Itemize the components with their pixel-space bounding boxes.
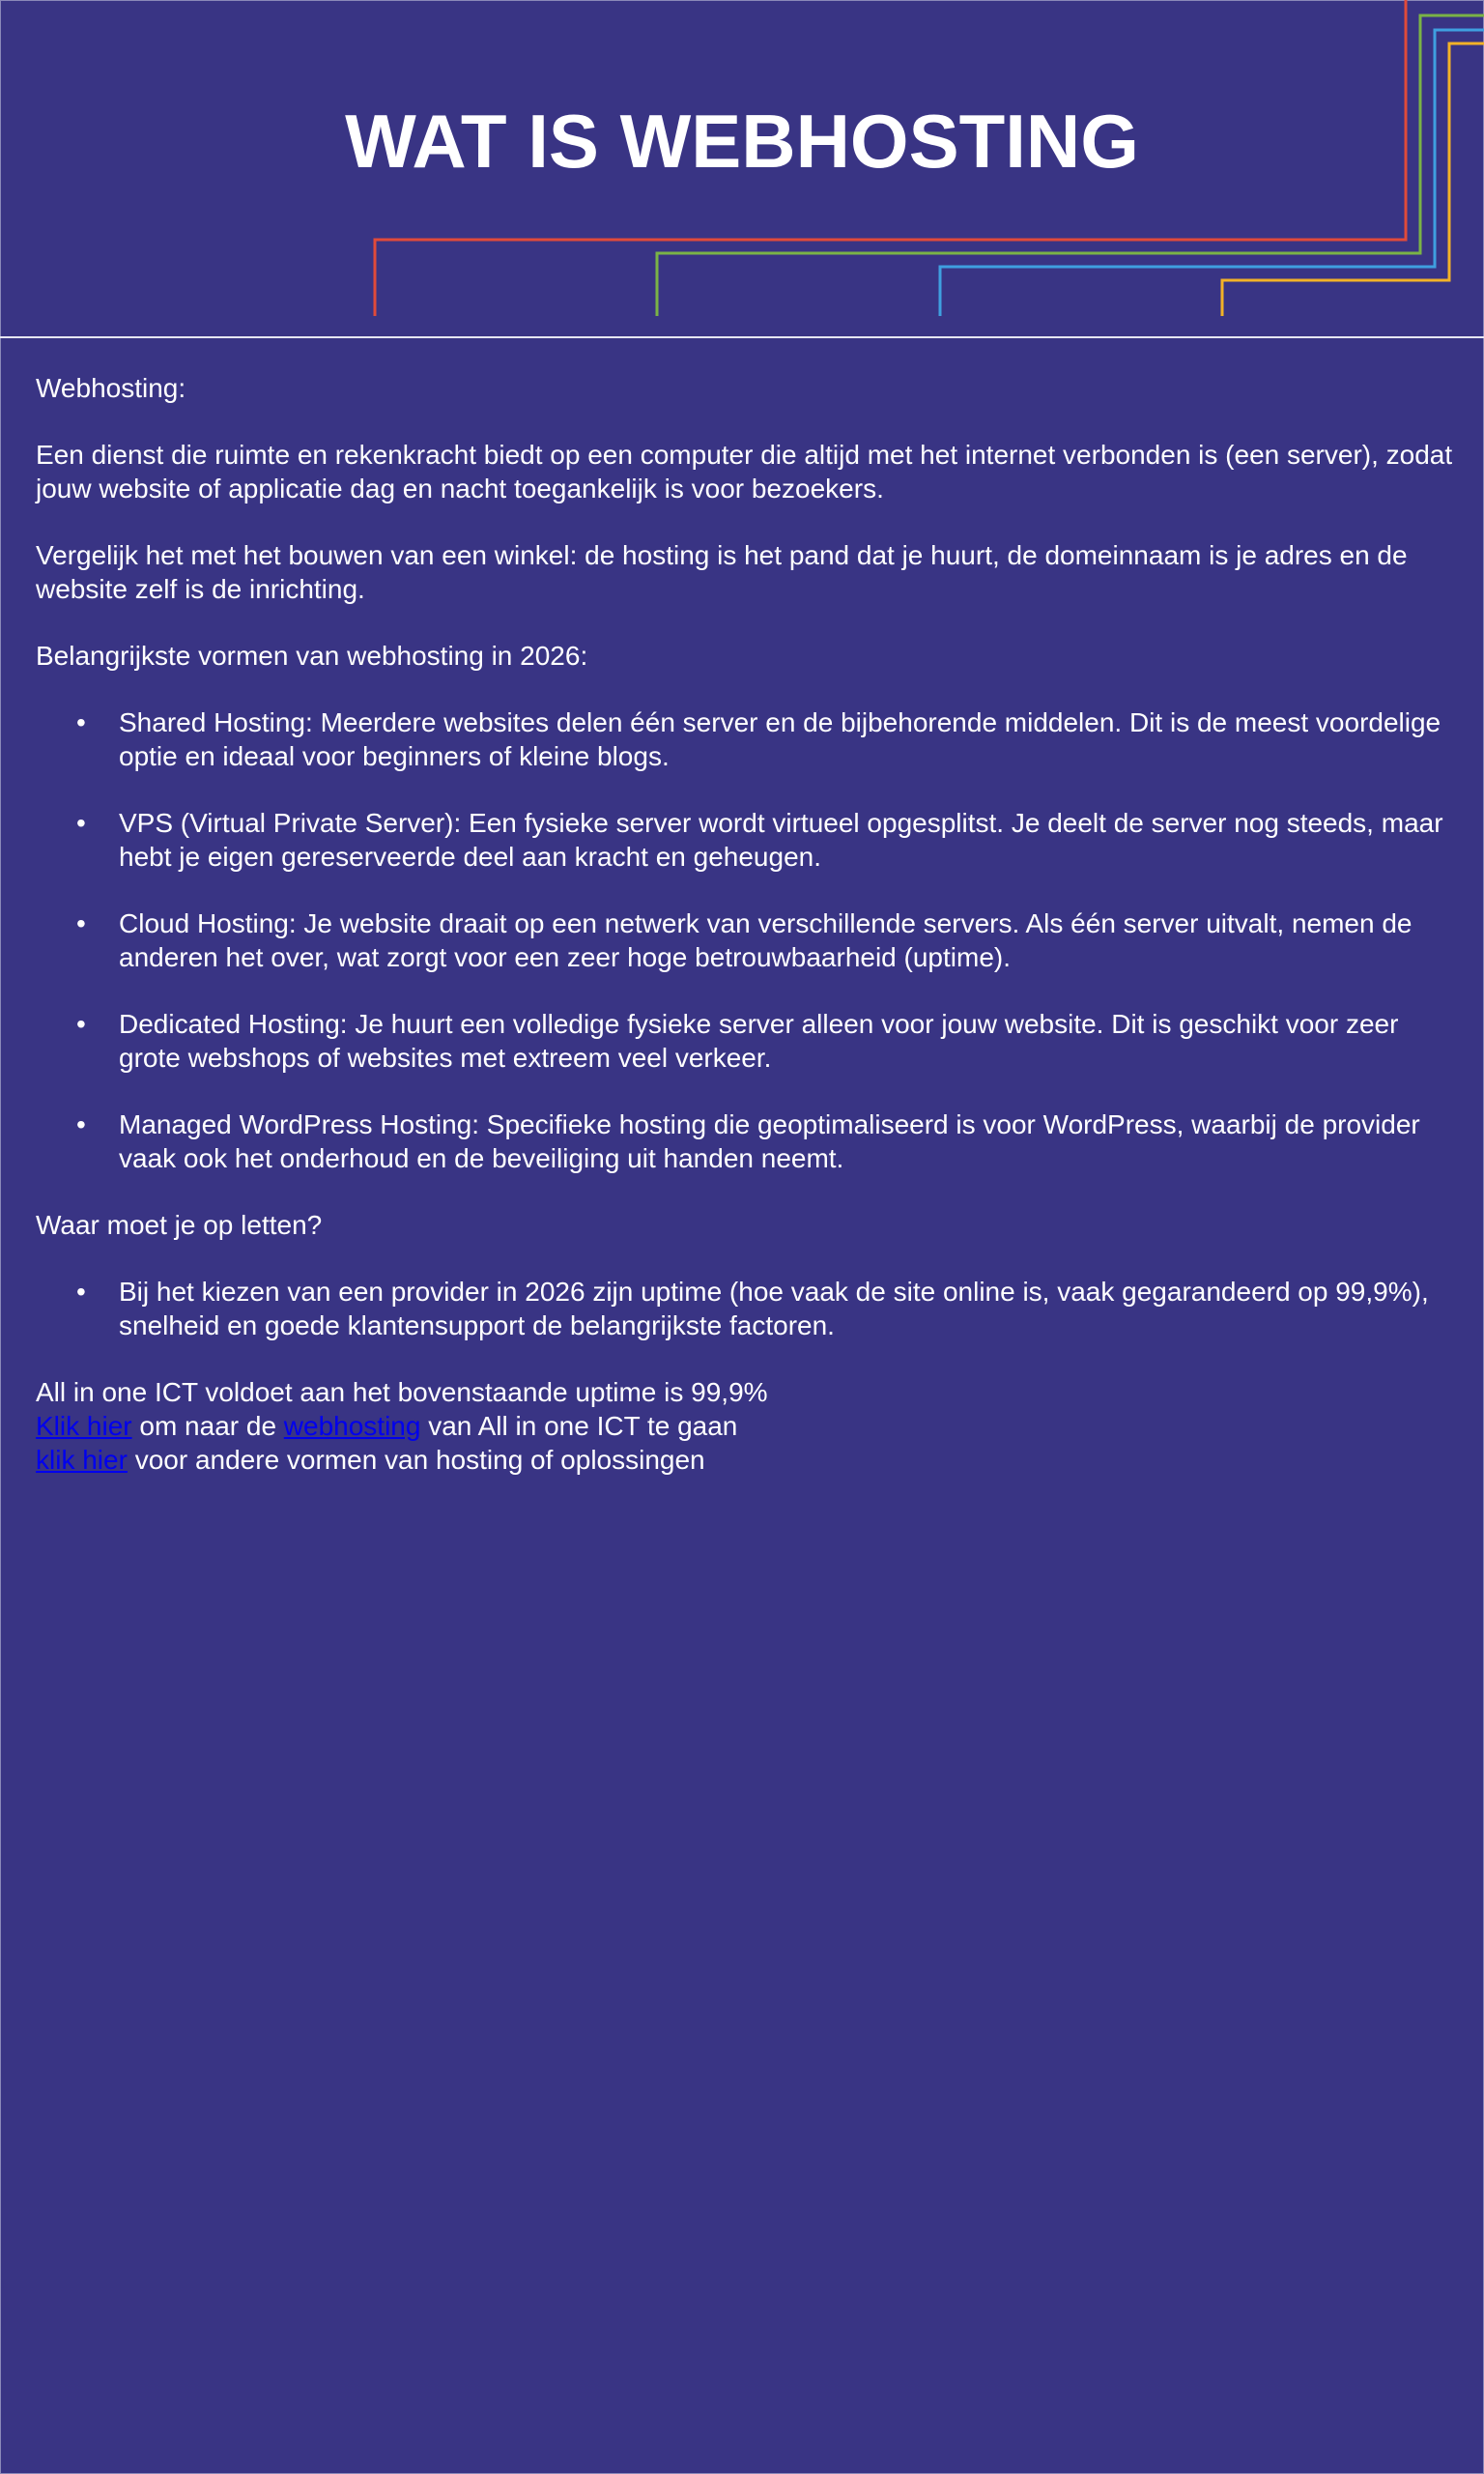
closing-block (36, 1375, 1456, 1477)
attention-heading: Waar moet je op letten? (36, 1210, 323, 1240)
webhosting-link-line (36, 1409, 1456, 1443)
list-item (76, 906, 1456, 974)
page-header (0, 0, 1484, 338)
list-item-text: Bij het kiezen van een provider in 2026 zijn uptime (hoe vaak de site online is, vaak gegarandeerd op 99,9%), snelheid en goede klantensupport de belangrijkste factoren. (119, 1277, 1429, 1340)
attention-list (36, 1275, 1456, 1342)
bullet-icon: • (76, 808, 86, 838)
link-line-text: om naar de (131, 1411, 284, 1441)
bullet-icon: • (76, 707, 86, 737)
intro-paragraph: Een dienst die ruimte en rekenkracht biedt op een computer die altijd met het internet verbonden is (een server), zodat jouw website of applicatie dag en nacht toegankelijk is voor bezoekers. (36, 440, 1453, 503)
main-content (36, 371, 1456, 1477)
other-hosting-link[interactable]: klik hier (36, 1445, 128, 1475)
list-item-text: Dedicated Hosting: Je huurt een volledige fysieke server alleen voor jouw website. Dit is geschikt voor zeer grote webshops of websites met extreem veel verkeer. (119, 1009, 1399, 1073)
list-item (76, 1108, 1456, 1175)
page-title: WAT IS WEBHOSTING (345, 99, 1139, 184)
list-item-text: VPS (Virtual Private Server): Een fysieke server wordt virtueel opgesplitst. Je deelt de server nog steeds, maar hebt je eigen gereserveerde deel aan kracht en geheugen. (119, 808, 1443, 872)
list-item-text: Shared Hosting: Meerdere websites delen één server en de bijbehorende middelen. Dit is de meest voordelige optie en ideaal voor beginners of kleine blogs. (119, 707, 1441, 771)
bullet-icon: • (76, 1109, 86, 1139)
list-item (76, 806, 1456, 874)
list-item-text: Managed WordPress Hosting: Specifieke hosting die geoptimaliseerd is voor WordPress, waarbij de provider vaak ook het onderhoud en de beveiliging uit handen neemt. (119, 1109, 1420, 1173)
analogy-paragraph: Vergelijk het met het bouwen van een winkel: de hosting is het pand dat je huurt, de domeinnaam is je adres en de website zelf is de inrichting. (36, 540, 1408, 604)
bullet-icon: • (76, 1009, 86, 1039)
list-item (76, 1275, 1456, 1342)
list-item-text: Cloud Hosting: Je website draait op een netwerk van verschillende servers. Als één server uitvalt, nemen de anderen het over, wat zorgt voor een zeer hoge betrouwbaarheid (uptime). (119, 908, 1413, 972)
section-label: Webhosting: (36, 373, 186, 403)
link-line-text: van All in one ICT te gaan (420, 1411, 738, 1441)
hosting-types-list (36, 705, 1456, 1175)
list-item (76, 1007, 1456, 1075)
bullet-icon: • (76, 1277, 86, 1307)
list-item (76, 705, 1456, 773)
link-line-text: voor andere vormen van hosting of oplossingen (127, 1445, 705, 1475)
other-hosting-link-line (36, 1443, 1456, 1477)
closing-statement: All in one ICT voldoet aan het bovenstaande uptime is 99,9% (36, 1377, 768, 1407)
types-heading: Belangrijkste vormen van webhosting in 2026: (36, 641, 588, 671)
bullet-icon: • (76, 908, 86, 938)
webhosting-link[interactable]: webhosting (283, 1411, 421, 1441)
klik-hier-link[interactable]: Klik hier (36, 1411, 132, 1441)
